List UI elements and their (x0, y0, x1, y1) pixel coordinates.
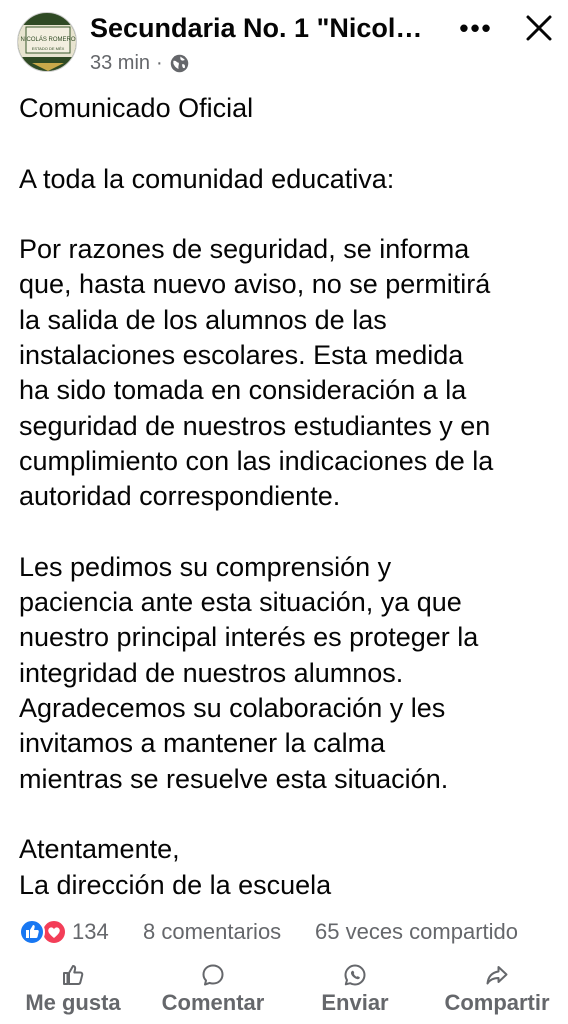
post-header (0, 0, 568, 82)
comment-label: Comentar (161, 990, 265, 1015)
reactions-bar (0, 914, 568, 950)
meta-separator: · (156, 51, 163, 74)
comment-icon (201, 963, 225, 987)
close-button[interactable] (516, 8, 562, 48)
post-text (19, 91, 554, 903)
send-button[interactable] (314, 958, 396, 1022)
post-paragraph-request: Les pedimos su comprensión y paciencia ante esta situación, ya que nuestro principal interés es proteger la integridad de nuestros alumnos. Agradecemos su colaboración y les invitamos a mantener la calma mientras se resuelve esta situación. (19, 551, 479, 794)
page-avatar[interactable] (17, 12, 77, 72)
post-time[interactable]: 33 min (90, 51, 151, 74)
thumbs-up-icon (61, 963, 85, 987)
post-meta (90, 51, 190, 75)
like-icon (20, 920, 44, 944)
close-icon (525, 14, 553, 42)
post-paragraph-announcement: Por razones de seguridad, se informa que, hasta nuevo aviso, no se permitirá la salida de los alumnos de las instalaciones escolares. Esta medida ha sido tomada en consideración a la seguridad de nuestros estudiantes y en cumplimiento con las indicaciones de la autoridad correspondiente. (19, 234, 494, 512)
globe-icon (169, 53, 190, 74)
share-icon (485, 963, 509, 987)
whatsapp-icon (343, 963, 367, 987)
logo-text-top: NICOLÁS ROMERO (20, 37, 76, 43)
school-logo (18, 13, 77, 72)
like-button[interactable] (15, 958, 131, 1022)
post-paragraph-signature: Atentamente, La dirección de la escuela (19, 834, 332, 900)
reaction-icons[interactable] (18, 918, 68, 946)
share-button[interactable] (437, 958, 557, 1022)
comments-count[interactable]: 8 comentarios (143, 919, 282, 944)
logo-text-bottom: ESTADO DE MÉX (31, 46, 65, 51)
more-options-button[interactable]: ••• (459, 12, 493, 43)
love-icon (42, 920, 66, 944)
comment-button[interactable] (153, 958, 273, 1022)
action-bar (0, 958, 568, 1024)
like-label: Me gusta (25, 990, 121, 1015)
shares-count[interactable]: 65 veces compartido (315, 919, 518, 944)
page-name-link[interactable]: Secundaria No. 1 "Nicol… (90, 13, 423, 43)
send-label: Enviar (321, 990, 389, 1015)
post-paragraph-greeting: A toda la comunidad educativa: (19, 163, 395, 194)
share-label: Compartir (444, 990, 550, 1015)
post-paragraph-title: Comunicado Oficial (19, 93, 254, 123)
reaction-count[interactable]: 134 (72, 919, 109, 944)
